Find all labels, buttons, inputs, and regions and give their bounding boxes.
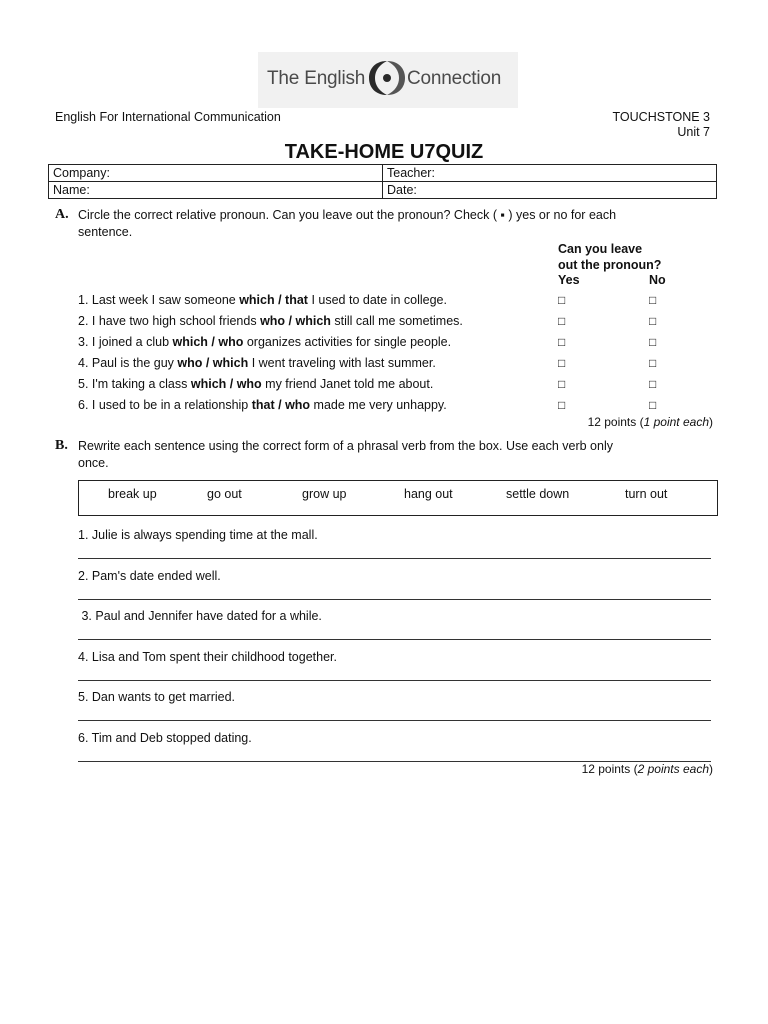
rewrite-sentence: 2. Pam's date ended well. <box>78 569 221 583</box>
question-item: 2. I have two high school friends who / which still call me sometimes. <box>78 314 463 328</box>
section-a-instruction-line1: Circle the correct relative pronoun. Can you leave out the pronoun? Check ( ▪ ) yes or no for each <box>78 208 617 222</box>
teacher-field[interactable]: Teacher: <box>383 165 717 182</box>
section-b-letter: B. <box>55 438 68 453</box>
section-b-instruction-line1: Rewrite each sentence using the correct form of a phrasal verb from the box. Use each verb only <box>78 439 613 453</box>
pronoun-question <box>558 241 661 273</box>
course-name: English For International Communication <box>55 110 281 124</box>
company-logo <box>258 52 518 108</box>
no-checkbox[interactable]: □ <box>649 293 657 307</box>
book-name: TOUCHSTONE 3 <box>612 110 710 124</box>
pronoun-option[interactable]: who <box>218 335 244 349</box>
section-a-instruction <box>78 207 718 241</box>
no-header: No <box>649 273 666 287</box>
yes-checkbox[interactable]: □ <box>558 335 566 349</box>
pronoun-option[interactable]: that <box>285 293 308 307</box>
section-b-points: 12 points (2 points each) <box>581 762 713 776</box>
phrasal-verb-box <box>78 480 718 516</box>
verb-option: grow up <box>302 487 347 501</box>
yes-checkbox[interactable]: □ <box>558 398 566 412</box>
quiz-title: TAKE-HOME U7QUIZ <box>284 141 484 163</box>
section-b-instruction <box>78 438 718 472</box>
pronoun-question-line1: Can you leave <box>558 242 643 256</box>
logo-text-right: Connection <box>407 68 502 89</box>
yes-checkbox[interactable]: □ <box>558 356 566 370</box>
answer-line[interactable] <box>78 639 711 640</box>
no-checkbox[interactable]: □ <box>649 377 657 391</box>
date-field[interactable]: Date: <box>383 182 717 199</box>
no-checkbox[interactable]: □ <box>649 356 657 370</box>
section-b-instruction-line2: once. <box>78 456 109 470</box>
pronoun-question-line2: out the pronoun? <box>558 258 662 272</box>
answer-line[interactable] <box>78 558 711 559</box>
name-field[interactable]: Name: <box>49 182 383 199</box>
answer-line[interactable] <box>78 720 711 721</box>
no-checkbox[interactable]: □ <box>649 335 657 349</box>
connection-logo-icon <box>365 57 409 99</box>
verb-option: settle down <box>506 487 570 501</box>
verb-option: hang out <box>404 487 453 501</box>
rewrite-sentence: 4. Lisa and Tom spent their childhood together. <box>78 650 337 664</box>
pronoun-option[interactable]: who <box>285 398 311 412</box>
verb-option: turn out <box>625 487 668 501</box>
question-item: 3. I joined a club which / who organizes activities for single people. <box>78 335 452 349</box>
pronoun-option[interactable]: which <box>172 335 208 349</box>
student-info-table <box>48 164 717 199</box>
rewrite-sentence: 6. Tim and Deb stopped dating. <box>78 731 252 745</box>
yes-checkbox[interactable]: □ <box>558 293 566 307</box>
company-field[interactable]: Company: <box>49 165 383 182</box>
pronoun-option[interactable]: who <box>177 356 203 370</box>
question-item: 1. Last week I saw someone which / that I used to date in college. <box>78 293 447 307</box>
answer-line[interactable] <box>78 599 711 600</box>
rewrite-sentence: 3. Paul and Jennifer have dated for a while. <box>78 609 322 623</box>
no-checkbox[interactable]: □ <box>649 314 657 328</box>
yes-header: Yes <box>558 273 580 287</box>
pronoun-option[interactable]: which <box>212 356 249 370</box>
no-checkbox[interactable]: □ <box>649 398 657 412</box>
pronoun-option[interactable]: which <box>190 377 227 391</box>
question-item: 4. Paul is the guy who / which I went traveling with last summer. <box>78 356 436 370</box>
question-item: 6. I used to be in a relationship that / who made me very unhappy. <box>78 398 447 412</box>
pronoun-option[interactable]: who <box>260 314 286 328</box>
section-a-instruction-line2: sentence. <box>78 225 133 239</box>
section-a-points: 12 points (1 point each) <box>587 415 713 429</box>
section-a-letter: A. <box>55 207 69 222</box>
verb-option: break up <box>108 487 157 501</box>
yes-checkbox[interactable]: □ <box>558 314 566 328</box>
rewrite-sentence: 1. Julie is always spending time at the mall. <box>78 528 318 542</box>
unit-label: Unit 7 <box>677 125 710 139</box>
pronoun-option[interactable]: which <box>295 314 331 328</box>
logo-text-left: The English <box>267 68 366 89</box>
pronoun-option[interactable]: which <box>239 293 275 307</box>
verb-option: go out <box>207 487 242 501</box>
pronoun-option[interactable]: that <box>251 398 275 412</box>
rewrite-sentence: 5. Dan wants to get married. <box>78 690 236 704</box>
answer-line[interactable] <box>78 680 711 681</box>
yes-checkbox[interactable]: □ <box>558 377 566 391</box>
pronoun-option[interactable]: who <box>236 377 262 391</box>
question-item: 5. I'm taking a class which / who my friend Janet told me about. <box>78 377 434 391</box>
